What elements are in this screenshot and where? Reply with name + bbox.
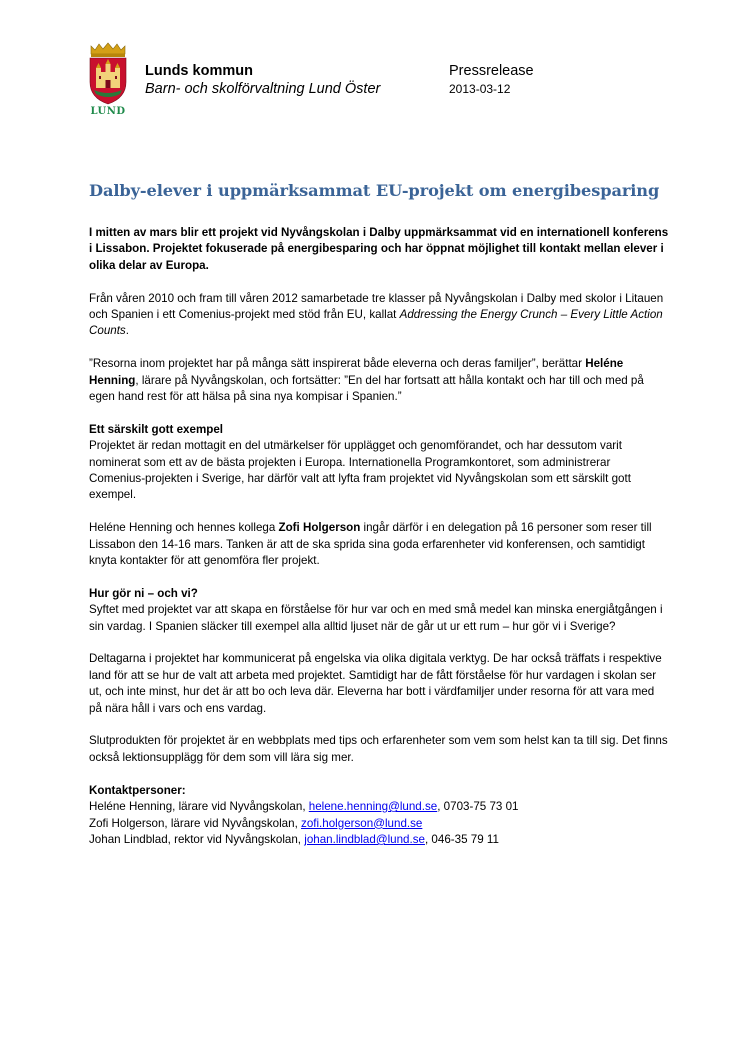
section-heading: Hur gör ni – och vi? — [89, 586, 198, 600]
lead-paragraph: I mitten av mars blir ett projekt vid Nyvångskolan i Dalby uppmärksammat vid en internationell konferens i Lissabon. Projektet fokuserade på energibesparing och har öppnat möjlighet till kontakt mellan elever i olika delar av Europa. — [89, 226, 669, 272]
contact-info: Zofi Holgerson, lärare vid Nyvångskolan, — [89, 816, 302, 830]
document-date: 2013-03-12 — [449, 82, 511, 96]
logo-wordmark: LUND — [90, 106, 126, 117]
contact-item — [89, 832, 669, 848]
paragraph-quote — [89, 356, 669, 405]
section-good-example — [89, 422, 669, 504]
section-text: Syftet med projektet var att skapa en förståelse för hur var och en med små medel kan minska energiåtgången i sin vardag. I Spanien släcker till exempel alla alltid ljuset när de går ut ur ett rum – hur gör vi i Sverige? — [89, 603, 663, 633]
document-type-block — [449, 63, 534, 99]
contact-info: Heléne Henning, lärare vid Nyvångskolan, — [89, 800, 309, 814]
contacts-section — [89, 783, 669, 849]
department-name: Barn- och skolförvaltning Lund Öster — [145, 81, 381, 97]
paragraph-text: ”Resorna inom projektet har på många sätt inspirerat både eleverna och deras familjer”, berättar — [89, 357, 586, 371]
paragraph-text-end: . — [125, 324, 129, 338]
person-name: Zofi Holgerson — [278, 521, 361, 535]
paragraph-participants: Deltagarna i projektet har kommunicerat på engelska via olika digitala verktyg. De har också träffats i respektive land för att se hur de valt att arbeta med projektet. Samtidigt har de fått förståelse för hur vardagen i skolan ser ut, och inte minst, hur det är att bo och leva där. Eleverna har bott i värdfamiljer under resorna för att vara med på nära håll i vars och ens vardag. — [89, 652, 662, 715]
paragraph-delegation — [89, 520, 669, 569]
contact-phone: , 0703-75 73 01 — [437, 800, 519, 814]
crown-icon — [91, 43, 125, 57]
contact-item — [89, 799, 669, 815]
section-text: Projektet är redan mottagit en del utmärkelser för upplägget och genomförandet, och har dessutom varit nominerat som ett av de bästa projekten i Europa. Internationella Programkontoret, som administrerar Comenius-projekten i Sverige, har därför valt att lyfta fram projektet vid Nyvångskolan som ett särskilt gott exempel. — [89, 439, 631, 502]
email-link[interactable]: zofi.holgerson@lund.se — [301, 816, 423, 830]
contact-info: Johan Lindblad, rektor vid Nyvångskolan, — [89, 832, 305, 846]
paragraph-text: Heléne Henning och hennes kollega — [89, 521, 279, 535]
contacts-heading: Kontaktpersoner: — [89, 783, 186, 797]
paragraph-product: Slutprodukten för projektet är en webbplats med tips och erfarenheter som vem som helst kan ta till sig. Det finns också lektionsupplägg för dem som vill lära sig mer. — [89, 734, 668, 764]
paragraph-background — [89, 291, 669, 340]
email-link[interactable]: helene.henning@lund.se — [308, 800, 438, 814]
paragraph-text-end: , lärare på Nyvångskolan, och fortsätter: ”En del har fortsatt att hålla kontakt och har till och med på egen hand rest för att hälsa på sina nya kompisar i Spanien.” — [89, 373, 644, 404]
paragraph-text-end: ingår därför i en delegation på 16 personer som reser till Lissabon den 14-16 mars. Tanken är att de ska sprida sina goda erfarenheter vid konferensen, och samtidigt knyta kontakter för att genomföra fler projekt. — [89, 521, 652, 568]
contact-phone: , 046-35 79 11 — [424, 832, 499, 846]
press-release-title: Dalby-elever i uppmärksammat EU-projekt om energibesparing — [89, 181, 660, 200]
email-link[interactable]: johan.lindblad@lund.se — [304, 832, 425, 846]
person-name: Heléne Henning — [89, 357, 624, 387]
contact-item — [89, 816, 669, 832]
paragraph-text: Från våren 2010 och fram till våren 2012 samarbetade tre klasser på Nyvångskolan i Dalby med skolor i Litauen och Spanien i ett Comenius-projekt med stöd från EU, kallat — [89, 291, 664, 322]
organization-name: Lunds kommun — [145, 63, 253, 79]
press-release-body — [89, 225, 669, 848]
section-heading: Ett särskilt gott exempel — [89, 422, 224, 436]
document-type: Pressrelease — [449, 63, 534, 79]
organization-block — [145, 63, 380, 99]
section-how-we-do — [89, 586, 669, 635]
shield-icon — [90, 58, 126, 104]
project-name: Addressing the Energy Crunch – Every Little Action Counts — [89, 308, 663, 338]
